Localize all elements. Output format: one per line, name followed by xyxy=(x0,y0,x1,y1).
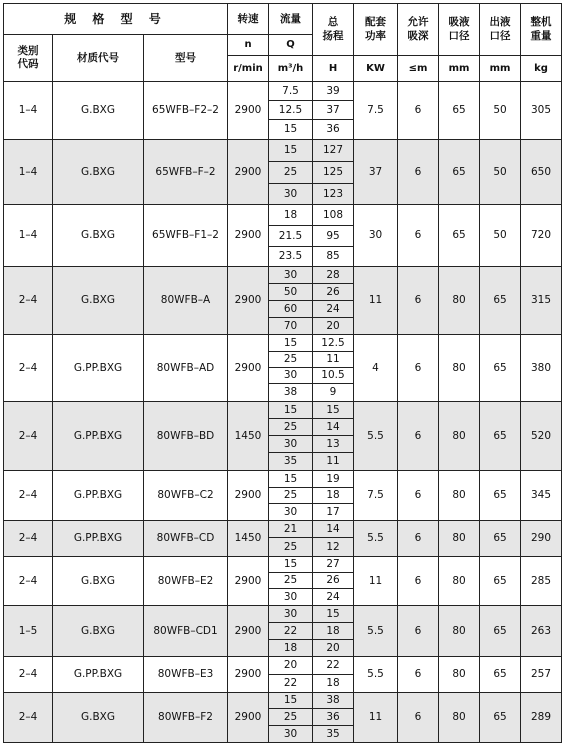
head-cell: 95 xyxy=(313,226,354,247)
category-header: 类别 代码 xyxy=(4,35,53,82)
suction-cell: 6 xyxy=(398,521,439,557)
head-cell: 10.5 xyxy=(313,368,354,384)
suction-cell: 6 xyxy=(398,267,439,335)
flow-cell: 30 xyxy=(269,436,313,453)
head-cell: 15 xyxy=(313,606,354,623)
flow-cell: 15 xyxy=(269,557,313,573)
table-row xyxy=(4,82,562,101)
weight-cell: 305 xyxy=(521,82,562,140)
cat-cell: 1–4 xyxy=(4,140,53,205)
model-cell: 80WFB–E2 xyxy=(144,557,228,606)
weight-cell: 650 xyxy=(521,140,562,205)
head-cell: 36 xyxy=(313,120,354,140)
inlet-unit: mm xyxy=(439,56,480,82)
cat-cell: 2–4 xyxy=(4,657,53,693)
flow-cell: 30 xyxy=(269,184,313,205)
flow-cell: 21.5 xyxy=(269,226,313,247)
flow-cell: 18 xyxy=(269,640,313,657)
head-cell: 108 xyxy=(313,205,354,226)
weight-cell: 520 xyxy=(521,402,562,471)
head-header: 总 扬程 xyxy=(313,4,354,56)
suction-header: 允许 吸深 xyxy=(398,4,439,56)
flow-cell: 7.5 xyxy=(269,82,313,101)
power-cell: 37 xyxy=(354,140,398,205)
power-cell: 7.5 xyxy=(354,471,398,521)
head-cell: 14 xyxy=(313,419,354,436)
head-cell: 27 xyxy=(313,557,354,573)
outlet-cell: 50 xyxy=(480,82,521,140)
cat-cell: 2–4 xyxy=(4,557,53,606)
inlet-cell: 80 xyxy=(439,606,480,657)
flow-cell: 15 xyxy=(269,693,313,709)
weight-cell: 720 xyxy=(521,205,562,267)
inlet-cell: 65 xyxy=(439,205,480,267)
flow-cell: 25 xyxy=(269,419,313,436)
mat-cell: G.BXG xyxy=(53,205,144,267)
mat-cell: G.BXG xyxy=(53,267,144,335)
weight-cell: 263 xyxy=(521,606,562,657)
cat-cell: 1–5 xyxy=(4,606,53,657)
power-cell: 4 xyxy=(354,335,398,402)
model-cell: 80WFB–AD xyxy=(144,335,228,402)
head-cell: 37 xyxy=(313,101,354,120)
inlet-cell: 80 xyxy=(439,557,480,606)
power-cell: 5.5 xyxy=(354,606,398,657)
flow-cell: 25 xyxy=(269,488,313,504)
head-cell: 15 xyxy=(313,402,354,419)
power-cell: 5.5 xyxy=(354,521,398,557)
inlet-cell: 80 xyxy=(439,693,480,743)
inlet-cell: 80 xyxy=(439,402,480,471)
weight-cell: 285 xyxy=(521,557,562,606)
mat-cell: G.PP.BXG xyxy=(53,402,144,471)
speed-cell: 2900 xyxy=(228,471,269,521)
suction-cell: 6 xyxy=(398,402,439,471)
outlet-cell: 65 xyxy=(480,557,521,606)
flow-cell: 22 xyxy=(269,623,313,640)
power-cell: 11 xyxy=(354,557,398,606)
cat-cell: 2–4 xyxy=(4,521,53,557)
head-cell: 12.5 xyxy=(313,335,354,352)
model-cell: 65WFB–F2–2 xyxy=(144,82,228,140)
table-row xyxy=(4,471,562,488)
table-row xyxy=(4,693,562,709)
head-cell: 14 xyxy=(313,521,354,538)
table-row xyxy=(4,140,562,162)
speed-cell: 2900 xyxy=(228,335,269,402)
head-cell: 123 xyxy=(313,184,354,205)
pump-spec-table xyxy=(3,3,562,743)
head-cell: 18 xyxy=(313,488,354,504)
outlet-cell: 65 xyxy=(480,402,521,471)
head-cell: 11 xyxy=(313,352,354,368)
head-cell: 20 xyxy=(313,318,354,335)
speed-cell: 2900 xyxy=(228,267,269,335)
flow-cell: 25 xyxy=(269,538,313,557)
speed-header: 转速 xyxy=(228,4,269,35)
power-cell: 5.5 xyxy=(354,657,398,693)
cat-cell: 1–4 xyxy=(4,82,53,140)
head-cell: 38 xyxy=(313,693,354,709)
weight-cell: 380 xyxy=(521,335,562,402)
flow-cell: 60 xyxy=(269,301,313,318)
weight-cell: 257 xyxy=(521,657,562,693)
head-cell: 35 xyxy=(313,726,354,743)
suction-cell: 6 xyxy=(398,335,439,402)
flow-cell: 30 xyxy=(269,606,313,623)
flow-cell: 18 xyxy=(269,205,313,226)
inlet-cell: 80 xyxy=(439,657,480,693)
weight-header: 整机 重量 xyxy=(521,4,562,56)
flow-cell: 35 xyxy=(269,453,313,471)
material-header: 材质代号 xyxy=(53,35,144,82)
head-symbol: H xyxy=(313,56,354,82)
mat-cell: G.PP.BXG xyxy=(53,521,144,557)
mat-cell: G.PP.BXG xyxy=(53,657,144,693)
outlet-cell: 65 xyxy=(480,693,521,743)
table-row xyxy=(4,267,562,284)
mat-cell: G.PP.BXG xyxy=(53,335,144,402)
outlet-cell: 65 xyxy=(480,267,521,335)
head-cell: 18 xyxy=(313,623,354,640)
head-cell: 24 xyxy=(313,589,354,606)
flow-header: 流量 xyxy=(269,4,313,35)
head-cell: 26 xyxy=(313,284,354,301)
head-cell: 17 xyxy=(313,504,354,521)
inlet-cell: 80 xyxy=(439,335,480,402)
inlet-cell: 65 xyxy=(439,140,480,205)
flow-cell: 15 xyxy=(269,402,313,419)
inlet-header: 吸液 口径 xyxy=(439,4,480,56)
inlet-cell: 80 xyxy=(439,267,480,335)
head-cell: 26 xyxy=(313,573,354,589)
suction-cell: 6 xyxy=(398,693,439,743)
mat-cell: G.BXG xyxy=(53,606,144,657)
speed-cell: 2900 xyxy=(228,657,269,693)
model-cell: 80WFB–BD xyxy=(144,402,228,471)
head-cell: 22 xyxy=(313,657,354,675)
table-row xyxy=(4,606,562,623)
power-cell: 5.5 xyxy=(354,402,398,471)
head-cell: 20 xyxy=(313,640,354,657)
outlet-cell: 50 xyxy=(480,205,521,267)
inlet-cell: 80 xyxy=(439,521,480,557)
table-row xyxy=(4,335,562,352)
speed-symbol: n xyxy=(228,35,269,56)
outlet-unit: mm xyxy=(480,56,521,82)
outlet-cell: 65 xyxy=(480,471,521,521)
power-unit: KW xyxy=(354,56,398,82)
power-cell: 11 xyxy=(354,693,398,743)
flow-cell: 15 xyxy=(269,335,313,352)
flow-cell: 15 xyxy=(269,120,313,140)
flow-cell: 25 xyxy=(269,709,313,726)
mat-cell: G.BXG xyxy=(53,82,144,140)
mat-cell: G.PP.BXG xyxy=(53,471,144,521)
weight-unit: kg xyxy=(521,56,562,82)
flow-cell: 23.5 xyxy=(269,247,313,267)
speed-cell: 2900 xyxy=(228,140,269,205)
flow-cell: 30 xyxy=(269,589,313,606)
head-cell: 85 xyxy=(313,247,354,267)
model-cell: 65WFB–F–2 xyxy=(144,140,228,205)
suction-cell: 6 xyxy=(398,606,439,657)
inlet-cell: 65 xyxy=(439,82,480,140)
outlet-cell: 65 xyxy=(480,335,521,402)
model-cell: 65WFB–F1–2 xyxy=(144,205,228,267)
flow-cell: 50 xyxy=(269,284,313,301)
cat-cell: 1–4 xyxy=(4,205,53,267)
weight-cell: 290 xyxy=(521,521,562,557)
power-cell: 11 xyxy=(354,267,398,335)
model-cell: 80WFB–CD1 xyxy=(144,606,228,657)
table-row xyxy=(4,402,562,419)
mat-cell: G.BXG xyxy=(53,693,144,743)
flow-cell: 25 xyxy=(269,573,313,589)
flow-cell: 21 xyxy=(269,521,313,538)
spec-model-header: 规 格 型 号 xyxy=(4,4,228,35)
flow-cell: 30 xyxy=(269,726,313,743)
suction-cell: 6 xyxy=(398,82,439,140)
mat-cell: G.BXG xyxy=(53,140,144,205)
head-cell: 127 xyxy=(313,140,354,162)
head-cell: 125 xyxy=(313,162,354,184)
suction-cell: 6 xyxy=(398,140,439,205)
weight-cell: 345 xyxy=(521,471,562,521)
flow-cell: 20 xyxy=(269,657,313,675)
table-row xyxy=(4,521,562,538)
model-cell: 80WFB–E3 xyxy=(144,657,228,693)
flow-cell: 30 xyxy=(269,267,313,284)
outlet-cell: 65 xyxy=(480,606,521,657)
flow-cell: 15 xyxy=(269,471,313,488)
model-cell: 80WFB–CD xyxy=(144,521,228,557)
head-cell: 9 xyxy=(313,384,354,402)
weight-cell: 315 xyxy=(521,267,562,335)
flow-symbol: Q xyxy=(269,35,313,56)
speed-cell: 1450 xyxy=(228,521,269,557)
cat-cell: 2–4 xyxy=(4,402,53,471)
speed-cell: 2900 xyxy=(228,205,269,267)
power-cell: 30 xyxy=(354,205,398,267)
suction-cell: 6 xyxy=(398,471,439,521)
suction-unit: ≤m xyxy=(398,56,439,82)
head-cell: 28 xyxy=(313,267,354,284)
model-cell: 80WFB–A xyxy=(144,267,228,335)
head-cell: 11 xyxy=(313,453,354,471)
suction-cell: 6 xyxy=(398,657,439,693)
mat-cell: G.BXG xyxy=(53,557,144,606)
cat-cell: 2–4 xyxy=(4,335,53,402)
cat-cell: 2–4 xyxy=(4,693,53,743)
flow-cell: 38 xyxy=(269,384,313,402)
model-cell: 80WFB–F2 xyxy=(144,693,228,743)
speed-cell: 2900 xyxy=(228,606,269,657)
power-header: 配套 功率 xyxy=(354,4,398,56)
cat-cell: 2–4 xyxy=(4,471,53,521)
outlet-header: 出液 口径 xyxy=(480,4,521,56)
model-header: 型号 xyxy=(144,35,228,82)
head-cell: 12 xyxy=(313,538,354,557)
head-cell: 18 xyxy=(313,675,354,693)
model-cell: 80WFB–C2 xyxy=(144,471,228,521)
head-cell: 36 xyxy=(313,709,354,726)
flow-unit: m³/h xyxy=(269,56,313,82)
flow-cell: 70 xyxy=(269,318,313,335)
table-row xyxy=(4,557,562,573)
flow-cell: 15 xyxy=(269,140,313,162)
head-cell: 13 xyxy=(313,436,354,453)
flow-cell: 25 xyxy=(269,162,313,184)
flow-cell: 22 xyxy=(269,675,313,693)
flow-cell: 12.5 xyxy=(269,101,313,120)
power-cell: 7.5 xyxy=(354,82,398,140)
cat-cell: 2–4 xyxy=(4,267,53,335)
speed-cell: 2900 xyxy=(228,693,269,743)
table-row xyxy=(4,657,562,675)
speed-unit: r/min xyxy=(228,56,269,82)
weight-cell: 289 xyxy=(521,693,562,743)
head-cell: 39 xyxy=(313,82,354,101)
outlet-cell: 50 xyxy=(480,140,521,205)
speed-cell: 2900 xyxy=(228,82,269,140)
speed-cell: 2900 xyxy=(228,557,269,606)
head-cell: 24 xyxy=(313,301,354,318)
flow-cell: 30 xyxy=(269,504,313,521)
suction-cell: 6 xyxy=(398,205,439,267)
flow-cell: 30 xyxy=(269,368,313,384)
head-cell: 19 xyxy=(313,471,354,488)
speed-cell: 1450 xyxy=(228,402,269,471)
outlet-cell: 65 xyxy=(480,521,521,557)
outlet-cell: 65 xyxy=(480,657,521,693)
flow-cell: 25 xyxy=(269,352,313,368)
inlet-cell: 80 xyxy=(439,471,480,521)
table-row xyxy=(4,205,562,226)
suction-cell: 6 xyxy=(398,557,439,606)
